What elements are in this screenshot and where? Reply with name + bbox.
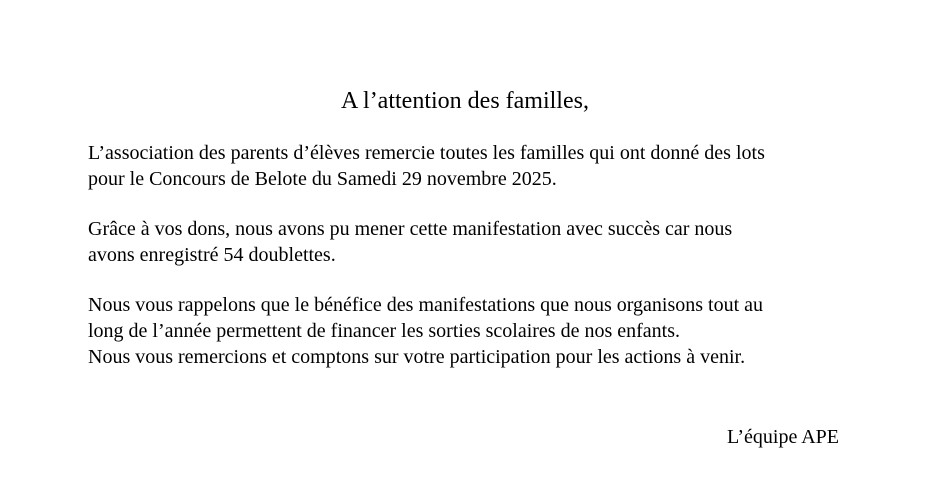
paragraph-line: long de l’année permettent de financer les sorties scolaires de nos enfants. bbox=[88, 320, 681, 342]
paragraph-success bbox=[88, 216, 732, 268]
paragraph-thanks bbox=[88, 140, 765, 192]
paragraph-line: L’association des parents d’élèves remercie toutes les familles qui ont donné des lots bbox=[88, 142, 765, 164]
paragraph-reminder bbox=[88, 292, 763, 370]
signature: L’équipe APE bbox=[726, 426, 839, 448]
paragraph-line: pour le Concours de Belote du Samedi 29 novembre 2025. bbox=[88, 168, 557, 190]
paragraph-line: Grâce à vos dons, nous avons pu mener cette manifestation avec succès car nous bbox=[88, 218, 733, 240]
paragraph-line: Nous vous remercions et comptons sur votre participation pour les actions à venir. bbox=[88, 346, 746, 368]
paragraph-line: avons enregistré 54 doublettes. bbox=[88, 244, 336, 266]
paragraph-line: Nous vous rappelons que le bénéfice des manifestations que nous organisons tout au bbox=[88, 294, 764, 316]
letter-title: A l’attention des familles, bbox=[341, 88, 589, 114]
